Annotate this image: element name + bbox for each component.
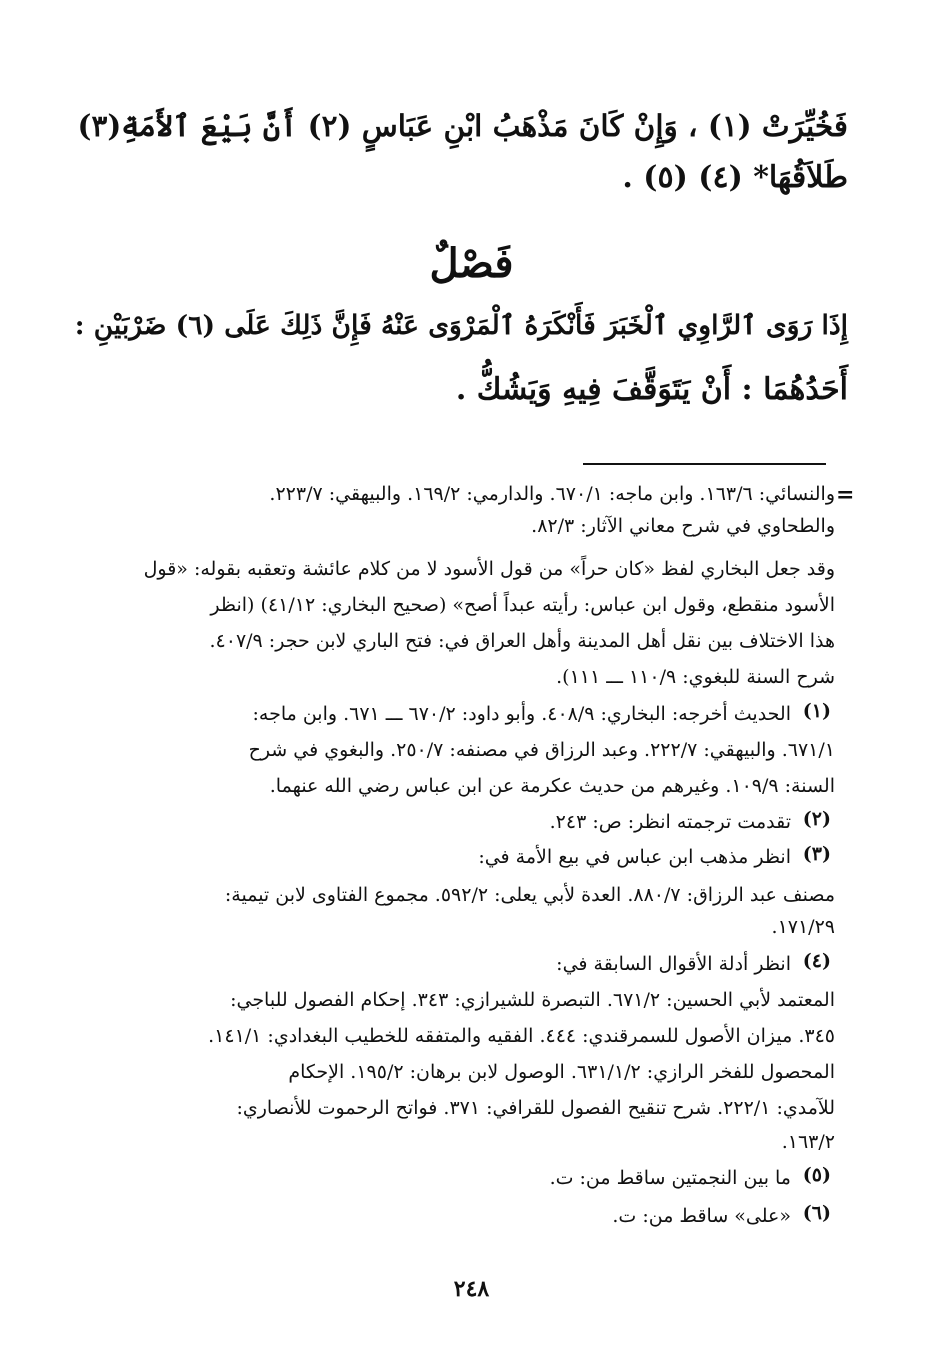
- footnote-1-line: ٦٧١/١. والبيهقي: ٢٢٢/٧. وعبد الرزاق في مصنفه: ٢٥٠/٧. والبغوي في شرح: [248, 739, 835, 761]
- footnote-5-line: ما بين النجمتين ساقط من: ت.: [549, 1167, 791, 1189]
- page-number: ٢٤٨: [453, 1276, 490, 1302]
- footnote-continuation-line: والنسائي: ١٦٣/٦. وابن ماجه: ٦٧٠/١. والدارمي: ١٦٩/٢. والبيهقي: ٢٢٣/٧.: [269, 483, 835, 505]
- footnote-continuation-line: وقد جعل البخاري لفظ «كان حراً» من قول الأسود لا من كلام عائشة وتعقبه بقوله: «قول: [143, 558, 835, 580]
- footnote-4-line: ١٦٣/٢.: [781, 1131, 835, 1153]
- footnote-4-line: المحصول للفخر الرازي: ٦٣١/١/٢. الوصول لابن برهان: ١٩٥/٢. الإحكام: [288, 1061, 835, 1083]
- main-text-line-4: أَحَدُهُمَا : أَنْ يَتَوَقَّفَ فِيهِ وَيَشُكُّ .: [455, 372, 848, 407]
- footnote-4-line: للآمدي: ٢٢٢/١. شرح تنقيح الفصول للقرافي: ٣٧١. فواتح الرحموت للأنصاري:: [236, 1097, 835, 1119]
- footnote-number: (٣): [802, 843, 831, 865]
- footnote-3-line: انظر مذهب ابن عباس في بيع الأمة في:: [478, 846, 791, 868]
- main-text-line-1: فَخُيِّرَتْ (١) ، وَإِنْ كَانَ مَذْهَبُ ابْنِ عَبَاسٍ (٢) أَنَّ بَيْعَ ٱلأَمَةِ(٣): [77, 108, 848, 143]
- footnote-1-line: السنة: ١٠٩/٩. وغيرهم من حديث عكرمة عن ابن عباس رضي الله عنهما.: [269, 775, 835, 797]
- footnote-6-line: «على» ساقط من: ت.: [612, 1205, 791, 1227]
- continuation-mark: =: [836, 482, 855, 508]
- footnote-1-line: الحديث أخرجه: البخاري: ٤٠٨/٩. وأبو داود: ٦٧٠/٢ ـــ ٦٧١. وابن ماجه:: [252, 703, 791, 725]
- footnote-continuation-line: والطحاوي في شرح معاني الآثار: ٨٢/٣.: [531, 515, 835, 537]
- footnote-number: (٥): [802, 1164, 831, 1186]
- footnote-continuation-line: هذا الاختلاف بين نقل أهل المدينة وأهل العراق في: فتح الباري لابن حجر: ٤٠٧/٩.: [209, 630, 835, 652]
- footnote-separator: [583, 463, 826, 465]
- footnote-3-line: مصنف عبد الرزاق: ٨٨٠/٧. العدة لأبي يعلى: ٥٩٢/٢. مجموع الفتاوى لابن تيمية:: [224, 884, 835, 906]
- footnote-3-line: ١٧١/٢٩.: [771, 916, 835, 938]
- footnote-continuation-line: شرح السنة للبغوي: ١١٠/٩ ـــ ١١١).: [556, 666, 835, 688]
- footnote-number: (٦): [802, 1202, 831, 1224]
- footnote-number: (١): [802, 700, 831, 722]
- footnote-4-line: المعتمد لأبي الحسين: ٦٧١/٢. التبصرة للشيرازي: ٣٤٣. إحكام الفصول للباجي:: [230, 989, 835, 1011]
- footnote-4-line: ٣٤٥. ميزان الأصول للسمرقندي: ٤٤٤. الفقيه والمتفقه للخطيب البغدادي: ١٤١/١.: [208, 1025, 835, 1047]
- footnote-continuation-line: الأسود منقطع، وقول ابن عباس: رأيته عبداً أصح» (صحيح البخاري: ٤١/١٢) (انظر: [210, 594, 835, 616]
- section-heading: فَصْلٌ: [429, 240, 514, 287]
- footnote-4-line: انظر أدلة الأقوال السابقة في:: [556, 953, 791, 975]
- footnote-number: (٢): [802, 808, 831, 830]
- footnote-number: (٤): [802, 950, 831, 972]
- footnote-2-line: تقدمت ترجمته انظر: ص: ٢٤٣.: [549, 811, 791, 833]
- main-text-line-2: طَلاَقُهَا* (٤) (٥) .: [622, 160, 848, 195]
- main-text-line-3: إِذَا رَوَى ٱلرَّاوِي ٱلْخَبَرَ فَأَنْكَرَهُ ٱلْمَرْوَى عَنْهُ فَإِنَّ ذَلِكَ عَلَى (٦) ضَرْبَيْنِ :: [74, 310, 848, 341]
